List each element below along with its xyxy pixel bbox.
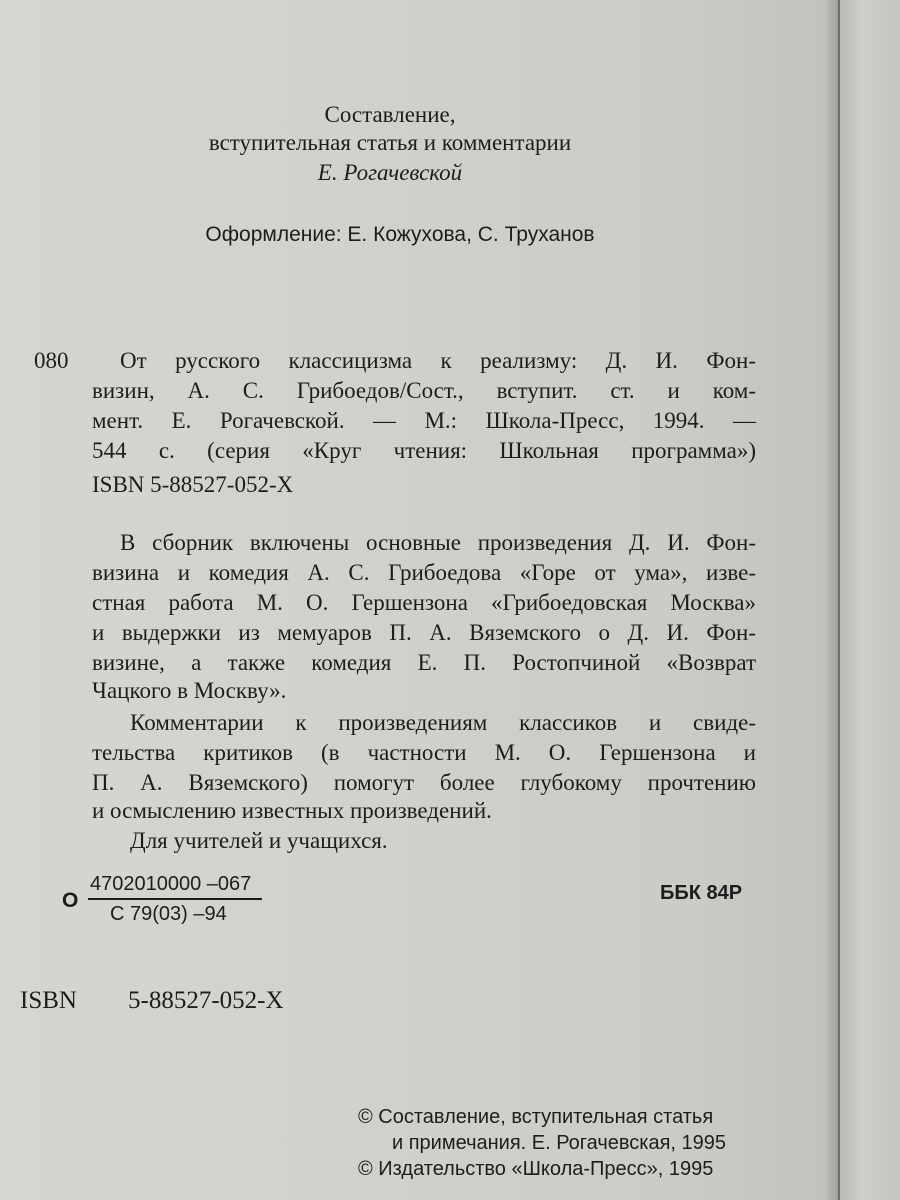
annotation-p2-line-4: и осмыслению известных произведений. xyxy=(92,798,492,823)
copyright-line-3: © Издательство «Школа-Пресс», 1995 xyxy=(358,1158,714,1180)
page-fold-line xyxy=(838,0,840,1200)
catalog-line-4: 544 с. (серия «Круг чтения: Школьная программа») xyxy=(92,438,756,463)
index-fraction-bar xyxy=(88,898,262,900)
annotation-audience: Для учителей и учащихся. xyxy=(130,828,388,853)
annotation-p1-line-1: В сборник включены основные произведения Д. И. Фон- xyxy=(120,530,756,555)
annotation-p1-line-6: Чацкого в Москву». xyxy=(92,678,287,703)
catalog-isbn: ISBN 5-88527-052-X xyxy=(92,472,294,497)
isbn-number: 5-88527-052-X xyxy=(128,987,284,1014)
catalog-line-3: мент. Е. Рогачевской. — М.: Школа-Пресс, 1994. — xyxy=(92,408,756,433)
copyright-line-2: и примечания. Е. Рогачевская, 1995 xyxy=(392,1132,727,1154)
adjacent-page-edge xyxy=(838,0,900,1200)
isbn-label: ISBN xyxy=(20,987,77,1014)
catalog-code: 080 xyxy=(34,348,69,373)
copyright-line-1: © Составление, вступительная статья xyxy=(358,1106,714,1128)
annotation-p1-line-2: визина и комедия А. С. Грибоедова «Горе от ума», изве- xyxy=(92,560,756,585)
credits-author: Е. Рогачевской xyxy=(317,160,463,185)
annotation-p2-line-2: тельства критиков (в частности М. О. Гершензона и xyxy=(92,740,756,765)
credits-design: Оформление: Е. Кожухова, С. Труханов xyxy=(205,223,595,246)
annotation-p2-line-3: П. А. Вяземского) помогут более глубокому прочтению xyxy=(92,770,756,795)
credits-line-1: Составление, xyxy=(324,102,456,127)
annotation-p2-line-1: Комментарии к произведениям классиков и свиде- xyxy=(130,710,756,735)
index-numerator: 4702010000 –067 xyxy=(90,873,252,895)
annotation-p1-line-3: стная работа М. О. Гершензона «Грибоедовская Москва» xyxy=(92,590,756,615)
bbk-code: ББК 84Р xyxy=(660,882,743,904)
index-denominator: С 79(03) –94 xyxy=(110,903,227,925)
annotation-p1-line-5: визине, а также комедия Е. П. Ростопчиной «Возврат xyxy=(92,650,756,675)
credits-line-2: вступительная статья и комментарии xyxy=(208,130,572,155)
annotation-p1-line-4: и выдержки из мемуаров П. А. Вяземского о Д. И. Фон- xyxy=(92,620,756,645)
catalog-line-1: От русского классицизма к реализму: Д. И. Фон- xyxy=(120,348,756,373)
index-prefix: О xyxy=(62,889,79,912)
catalog-line-2: визин, А. С. Грибоедов/Сост., вступит. ст. и ком- xyxy=(92,378,756,403)
